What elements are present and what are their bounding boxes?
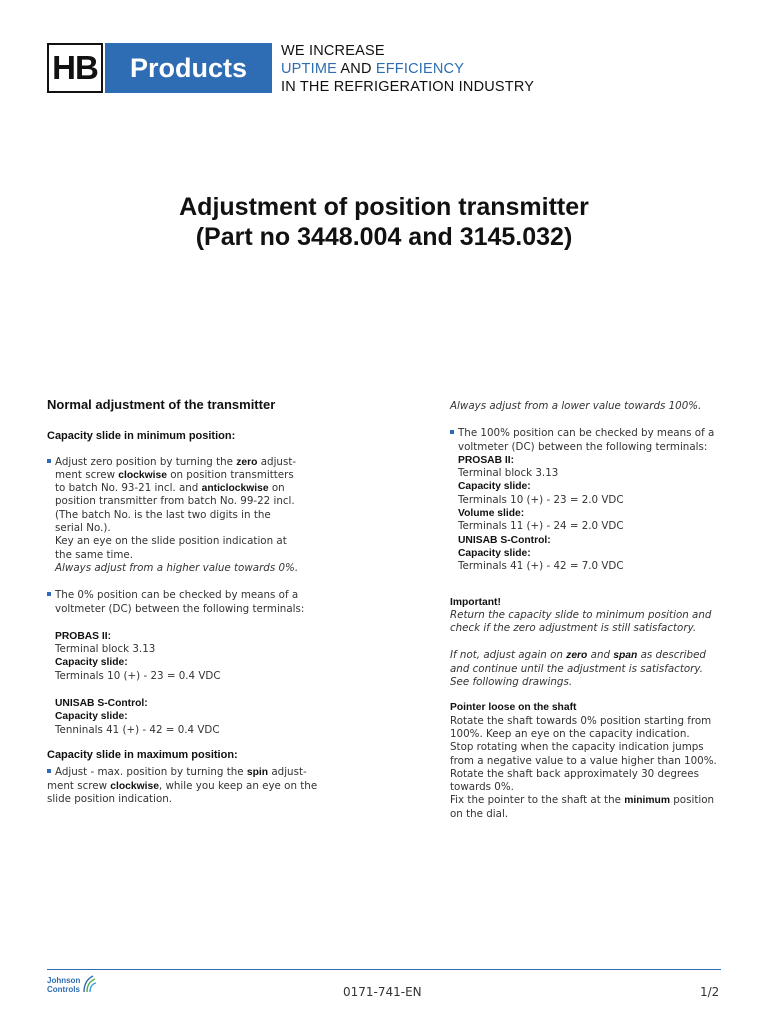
bullet-icon (47, 592, 51, 596)
probas-block: PROBAS II: Terminal block 3.13 Capacity slide: Terminals 10 (+) - 23 = 0.4 VDC UNISAB S-Control: Capacity slide: Tenninals 41 (+) - 42 = 0.4 VDC (55, 630, 221, 736)
footer-divider (47, 969, 721, 970)
tagline-line2 (281, 60, 534, 78)
pointer-heading: Pointer loose on the shaft (450, 702, 577, 714)
intro-text: Always adjust from a lower value towards 100%. (450, 400, 702, 412)
list-item: The 100% position can be checked by means of a voltmeter (DC) between the following terminals: PROSAB II: Terminal block 3.13 Capacity slide: Terminals 10 (+) - 23 = 2.0 VDC Volume slide: Terminals 11 (+) - 24 = 2.0 VDC UNISAB S-Control: Capacity slide: Terminals 41 (+) - 42 = 7.0 VDC (450, 427, 722, 573)
jc-emblem-icon (81, 974, 97, 994)
title-line1: Adjustment of position transmitter (179, 193, 589, 221)
left-column (47, 398, 327, 806)
tagline-uptime: UPTIME (281, 61, 337, 77)
bullet-icon (47, 459, 51, 463)
list-item: Adjust - max. position by turning the spin adjust- ment screw clockwise, while you keep an eye on the slide position indication. (47, 766, 318, 805)
page-title (0, 192, 768, 252)
tagline-line3: IN THE REFRIGERATION INDUSTRY (281, 79, 535, 95)
tagline-and: AND (336, 61, 376, 77)
section-heading: Normal adjustment of the transmitter (47, 397, 276, 412)
list-item: Adjust zero position by turning the zero adjust- ment screw clockwise on position transmitters to batch No. 93-21 incl. and anticlockwise on position transmitter from batch No. 99-22 incl. (The batch No. is the last two digits in the serial No.). Key an eye on the slide position indication at the same time. Always adjust from a higher value towards 0%. (47, 456, 327, 576)
hb-products-logo (47, 43, 272, 93)
document-code: 0171-741-EN (343, 985, 422, 999)
tagline (281, 42, 534, 96)
bullet-icon (47, 769, 51, 773)
johnson-controls-logo (47, 976, 97, 994)
right-column: Always adjust from a lower value towards 100%. The 100% position can be checked by means of a voltmeter (DC) between the following terminals: PROSAB II: Terminal block 3.13 Capacity slide: Terminals 10 (+) - 23 = 2.0 VDC Volume slide: Terminals 11 (+) - 24 = 2.0 VDC UNISAB S-Control: Capacity slide: Terminals 41 (+) - 42 = 7.0 VDC Important! Return the capacity slide to minimum position and check if the zero adjustment is still satisfactory. If not, adjust again on zero and span as described and continue until the adjustment is satisfactory. See following drawings. Pointer loose on the shaft Rotate the shaft towards 0% position starting from 100%. Keep an eye on the capacity indication. Stop rotating when the capacity indication jumps from a negative value to a value higher than 100%. Rotate the shaft back approximately 30 degrees towards 0%. Fix the pointer to the shaft at the minimum position on the dial. (450, 400, 722, 821)
min-position-heading: Capacity slide in minimum position: (47, 430, 236, 443)
max-position-heading: Capacity slide in maximum position: (47, 748, 238, 761)
page-number: 1/2 (700, 985, 720, 999)
bullet-icon (450, 430, 454, 434)
logo-hb-box: HB (47, 43, 103, 93)
tagline-line1: WE INCREASE (281, 43, 385, 59)
title-line2: (Part no 3448.004 and 3145.032) (195, 223, 573, 251)
list-item: The 0% position can be checked by means of a voltmeter (DC) between the following terminals: (47, 589, 327, 616)
tagline-efficiency: EFFICIENCY (375, 61, 465, 77)
jc-wordmark: Johnson Controls (47, 976, 81, 994)
important-label: Important! (450, 596, 501, 608)
logo-products-box: Products (105, 43, 272, 93)
